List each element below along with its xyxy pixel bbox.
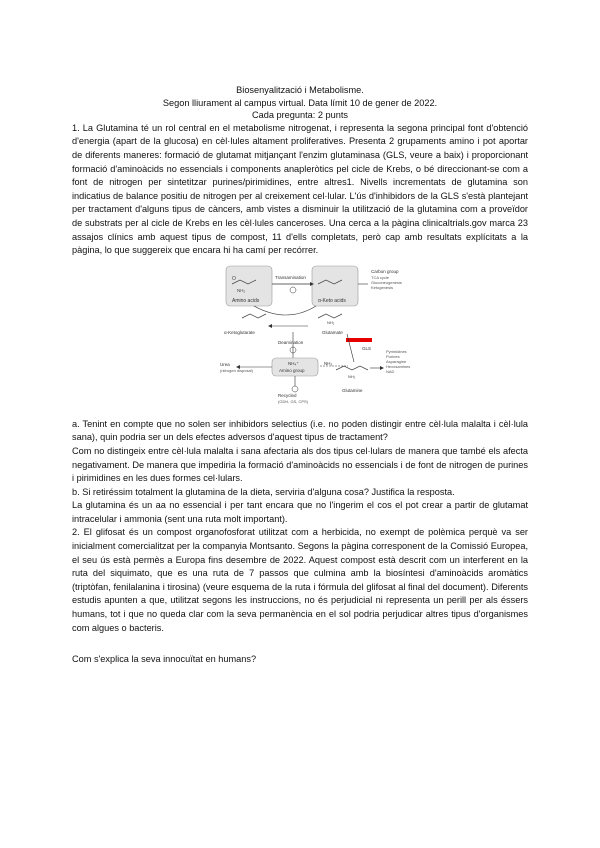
document-subtitle: Segon lliurament al campus virtual. Data límit 10 de gener de 2022. — [162, 97, 438, 108]
svg-text:NH₂: NH₂ — [327, 319, 335, 325]
carbon-use-1: TCA cycle — [371, 274, 390, 280]
recycled-enzymes-label: (GDH, GS, CPS) — [278, 398, 309, 404]
answer-1b: La glutamina és un aa no essencial i per tant encara que no l'ingerim el cos el pot crear a partir de glutamat intracelular i ammonia (sent una ruta molt important). — [72, 500, 528, 524]
svg-text:O: O — [232, 275, 236, 282]
glutamine-product-5: NAD — [386, 368, 395, 374]
nh3-label: NH₃ — [324, 360, 333, 366]
question-1a: a. Tenint en compte que no solen ser inhibidors selectius (i.e. no poden distingir entre cèl·lula malalta i cèl·lula sana), quin podria ser un dels efectes adversos d'aquest tipus de tractament? — [72, 418, 528, 443]
carbon-use-3: Ketogenesis — [371, 284, 394, 290]
answer-1a: Com no distingeix entre cèl·lula malalta i sana afectaria als dos tipus cel·lulars de manera que també els afecta negativament. De manera que impediria la formació d'aminoàcids no essencials i de font de nitrogen de purines i pirimidines en les dues formes cel·lulars. — [72, 445, 528, 484]
keto-acids-label: α-Keto acids — [318, 297, 346, 304]
carbon-use-2: Gluconeogenesis — [371, 279, 402, 285]
question-1-intro: 1. La Glutamina té un rol central en el metabolisme nitrogenat, i representa la segona principal font d'obtenció d'energia (apart de la glucosa) en cèl·lules altament proliferatives. Presenta 2 grupaments amino i pot aportar de diferents maneres: formació de glutamat mitjançant l'enzim glutaminasa (GLS, veure a baix) i proporcionant formació d'aminoàcids no essencials i components anapleròtics pel cicle de Krebs, o bé direccionant-se com a font de nitrogen per sintetitzar purines/pirimidines, entre altres1. Nivells incrementats de glutamina son indicatius de balance positiu de nitrogen per al creixement cel·lular. L'ús d'inhibidors de la GLS s'està plantejant per tractament d'alguns tipus de càncers, amb vistes a disminuir la utilització de la glutamina com a proveïdor de substrats per al cicle de Krebs en les cèl·lules canceroses. Una cerca a la pàgina clinicaltrials.gov marca 23 assajos clínics amb aquest tipus de compost, 11 d'ells completats, però cap amb resultats explícitats a la pàgina, lo que suggereix que encara hi ha camí per recórrer. — [72, 122, 528, 256]
urea-label: Urea — [220, 361, 230, 367]
alpha-ketoglutarate-label: α-Ketoglutarate — [224, 329, 255, 335]
amino-group-label: Amino group — [279, 367, 305, 373]
glutamine-product-1: Pyrimidines — [386, 348, 407, 354]
metabolism-diagram — [72, 262, 528, 412]
glutamine-label: Glutamine — [342, 387, 363, 393]
gls-label: GLS — [362, 345, 372, 351]
glutamine-product-2: Purines — [386, 353, 400, 359]
nitrogen-disposal-label: (nitrogen disposal) — [220, 367, 253, 373]
transamination-label: Transamination — [275, 274, 306, 280]
gls-inhibition-mark — [346, 338, 372, 342]
question-2-intro: 2. El glifosat és un compost organofosforat utilitzat com a herbicida, no exempt de polèmica perquè va ser inicialment comercialitzat per la companyia Montsanto. Segons la pàgina corresponent de la Comissió Europea, el seu ús està permès a Europa fins desembre de 2022. Aquest compost està descrit com un interferent en la ruta del siquimato, que es una ruta de 7 passos que culmina amb la biosíntesi d'aminoàcids aromàtics (triptòfan, fenilalanina i tirosina) (veure esquema de la ruta i fórmula del glifosat al final del document). Diferents estudis apunten a que, utilitzat segons les instruccions, no és perjudicial ni representa un perill per als éssers humans, tot i que no queda clar com la seva permanència en el sol podria perjudicar altres tipus d'organismes com algues o bacteris. — [72, 527, 528, 633]
glutamine-product-3: Asparagine — [386, 358, 407, 364]
document-page — [72, 84, 528, 667]
glutamine-metabolism-figure — [72, 262, 528, 412]
svg-text:NH₂: NH₂ — [237, 287, 246, 293]
document-points: Cada pregunta: 2 punts — [251, 110, 349, 121]
svg-text:NH₂: NH₂ — [348, 373, 356, 379]
deamination-label: Deamination — [278, 339, 304, 345]
amino-acids-label: Amino acids — [232, 297, 260, 304]
nh4-label: NH₄⁺ — [288, 360, 299, 366]
glutamate-label: Glutamate — [322, 329, 343, 335]
document-title: Biosenyalització i Metabolisme. — [236, 85, 364, 95]
carbon-group-label: Carbon group — [371, 268, 399, 274]
recycled-label: Recycled — [278, 392, 297, 398]
question-1b: b. Si retiréssim totalment la glutamina de la dieta, serviria d'alguna cosa? Justifica la resposta. — [72, 486, 455, 497]
glutamine-product-4: Hexosamines — [386, 363, 411, 369]
question-2-prompt: Com s'explica la seva innocuïtat en humans? — [72, 654, 257, 665]
